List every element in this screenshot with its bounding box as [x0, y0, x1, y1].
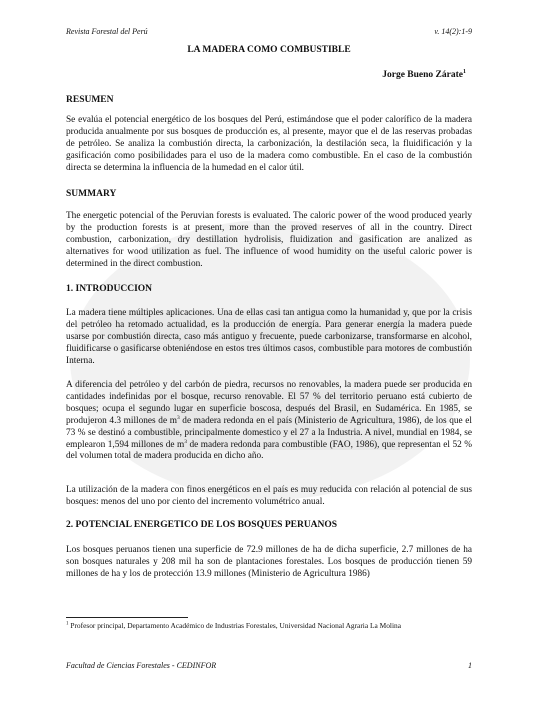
- summary-paragraph: The energetic potencial of the Peruvian forests is evaluated. The caloric power of the wood produced yearly by the production forests is at present, more than the proved reserves of all in the country. Direct combustion, carbonization, dry destillation hydrolisis, fluidization and gasification are analized as alternatives for wood utilization as fuel. The influence of wood humidity on the useful caloric power is determined in the direct combustion.: [66, 211, 472, 269]
- journal-name: Revista Forestal del Perú: [66, 27, 148, 36]
- intro-p2-part-a: A diferencia del petróleo y del carbón de piedra, recursos no renovables, la madera puede ser producida en cantidades indefinidas por el bosque, recurso renovable. El 57 % del territorio peruano está cubierto de bosques; ocupa el segundo lugar en superficie boscosa, después del Brasil, en Sudamérica. En 1985, se produjeron 4.3 millones de m: [66, 380, 472, 426]
- intro-p2-part-c: de madera redonda para combustible (FAO, 1986), que representan el 52 % del volumen total de madera producida en dicho año.: [66, 439, 472, 462]
- running-header: [66, 27, 472, 36]
- author-name: Jorge Bueno Zárate: [382, 70, 463, 81]
- intro-paragraph-2: [66, 380, 472, 463]
- cubic-exponent: 3: [176, 414, 180, 421]
- footnote-marker: 1: [66, 621, 69, 627]
- paper-title: LA MADERA COMO COMBUSTIBLE: [187, 45, 351, 55]
- intro-p2-part-b: de madera redonda en el país (Ministerio de Agricultura, 1986), de los que el 73 % se destinó a combustible, principalmente domestico y el 27 a la Industria. A nivel, mundial en 1984, se emplearon 1,594 millones de m: [66, 415, 472, 450]
- section-heading-summary: SUMMARY: [66, 189, 117, 199]
- section-heading-potencial: 2. POTENCIAL ENERGETICO DE LOS BOSQUES PERUANOS: [66, 520, 338, 530]
- footnote-divider: [66, 617, 188, 618]
- page-footer: [66, 661, 472, 670]
- footnote-text: Profesor principal, Departamento Académico de Industrias Forestales, Universidad Nacional Agraria La Molina: [68, 621, 401, 630]
- author-line: [382, 69, 466, 80]
- cubic-exponent: 3: [184, 438, 187, 445]
- page-number: 1: [468, 661, 472, 670]
- potencial-paragraph-1: Los bosques peruanos tienen una superficie de 72.9 millones de ha de dicha superficie, 2.7 millones de ha son bosques naturales y 208 mil ha son de plantaciones forestales. Los bosques de producción tienen 59 millones de ha y los de protección 13.9 millones (Ministerio de Agricultura 1986): [66, 545, 472, 579]
- volume-info: v. 14(2):1-9: [434, 27, 472, 36]
- author-footnote-marker: 1: [463, 69, 466, 75]
- section-heading-introduccion: 1. INTRODUCCION: [66, 284, 153, 294]
- intro-paragraph-1: La madera tiene múltiples aplicaciones. Una de ellas casi tan antigua como la humanidad y, que por la crisis del petróleo ha retomado actualidad, es la producción de energía. Para generar energía la madera puede usarse por combustión directa, caso más antiguo y frecuente, puede carbonizarse, transformarse en alcohol, fluidificarse o gasificarse obteniéndose en estos tres últimos casos, combustible para motores de combustión Interna.: [66, 308, 472, 366]
- section-heading-resumen: RESUMEN: [66, 95, 114, 105]
- intro-paragraph-3: La utilización de la madera con finos energéticos en el país es muy reducida con relación al potencial de sus bosques: menos del uno por ciento del incremento volumétrico anual.: [66, 485, 472, 507]
- resumen-paragraph: Se evalúa el potencial energético de los bosques del Perú, estimándose que el poder calorífico de la madera producida anualmente por sus bosques de producción es, al presente, mayor que el de las reservas probadas de petróleo. Se analiza la combustión directa, la carbonización, la destilación seca, la fluidificación y la gasificación como posibilidades para el uso de la madera como combustible. En el caso de la combustión directa se determina la influencia de la humedad en el calor útil.: [66, 115, 472, 173]
- footnote: [66, 621, 401, 630]
- footer-faculty: Facultad de Ciencias Forestales - CEDINFOR: [66, 661, 217, 670]
